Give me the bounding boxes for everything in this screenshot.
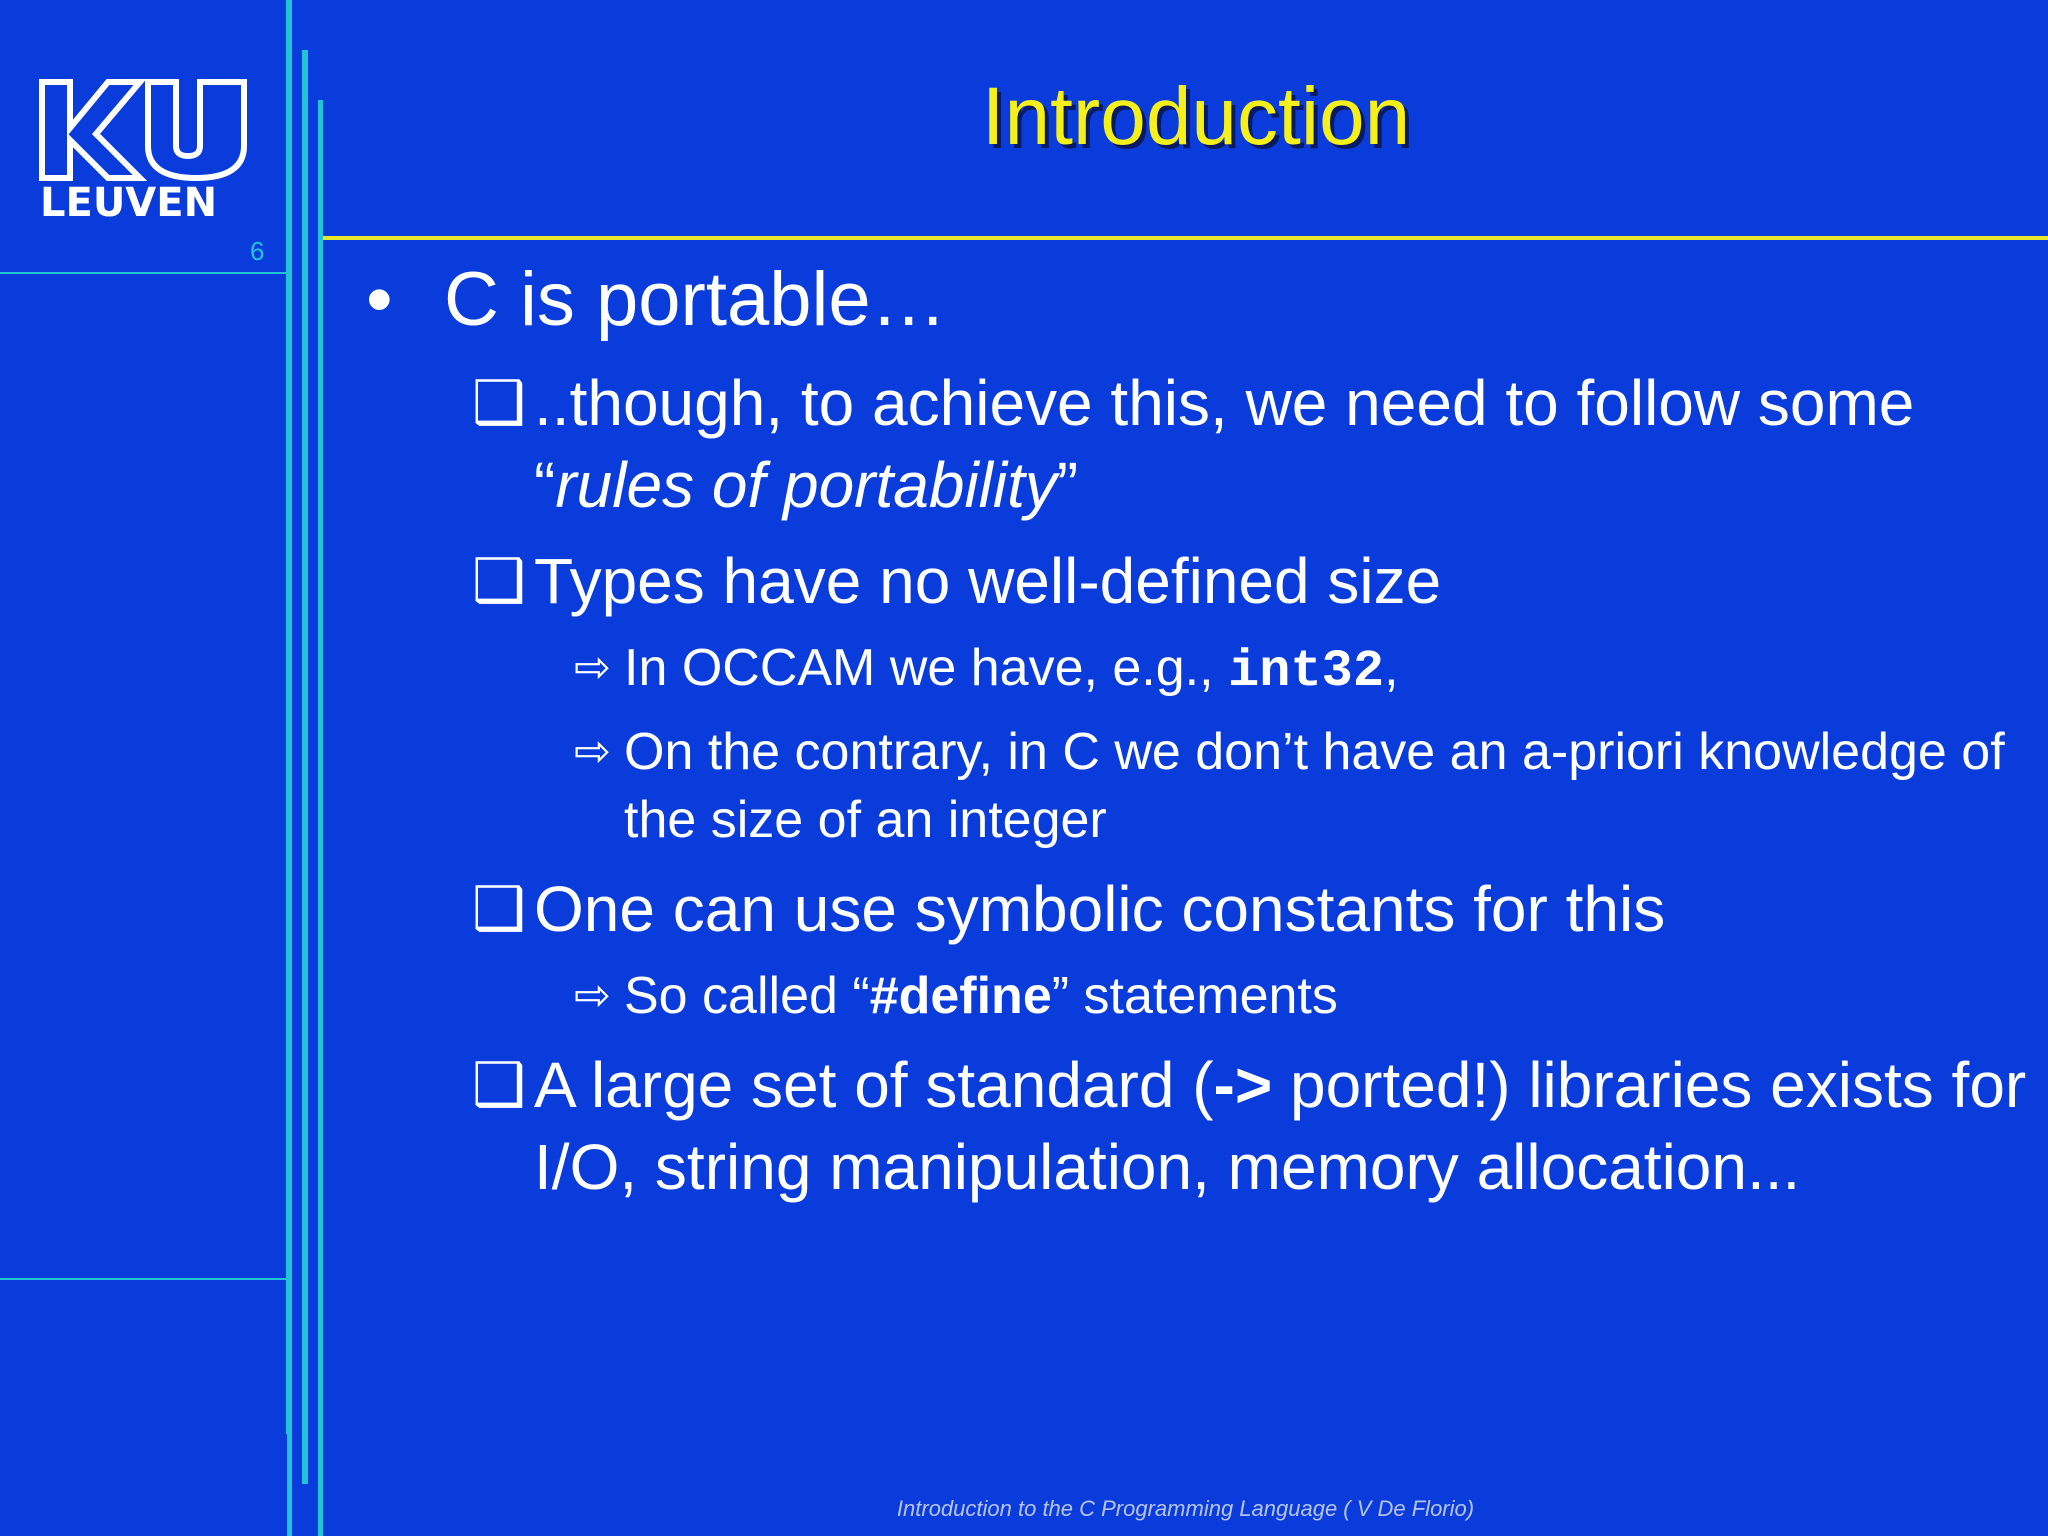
item-bold: ->	[1213, 1049, 1273, 1121]
item-text: ..though, to achieve this, we need to follow some	[534, 367, 1915, 439]
sub-item-suffix: ,	[1384, 639, 1399, 697]
slide-title: Introduction	[981, 71, 1411, 162]
item-suffix: ported!) libraries exists for I/O, string manipulation, memory allocation...	[534, 1049, 2027, 1203]
slide-footer: Introduction to the C Programming Language ( V De Florio)	[896, 1496, 1475, 1521]
checkbox-bullet-icon: ❑	[472, 1051, 526, 1118]
checkbox-bullet-icon: ❑	[472, 875, 526, 942]
title-rule	[323, 236, 2048, 240]
arrow-bullet-icon: ⇨	[574, 643, 611, 692]
item-text: One can use symbolic constants for this	[534, 873, 1666, 945]
item-text: A large set of standard (	[534, 1049, 1214, 1121]
bullet-level1	[360, 252, 2040, 348]
sidebar-panel	[0, 272, 287, 1280]
list-item	[360, 868, 2040, 950]
ku-leuven-logo	[36, 76, 250, 222]
quote-close: ”	[1056, 449, 1079, 521]
sub-list-item	[360, 718, 2040, 854]
item-text: Types have no well-defined size	[534, 545, 1442, 617]
arrow-bullet-icon: ⇨	[574, 971, 611, 1020]
sub-list-item	[360, 962, 2040, 1030]
bullet-text: C is portable…	[444, 257, 947, 342]
accent-line-2	[302, 50, 308, 1484]
sub-item-text: On the contrary, in C we don’t have an a-priori knowledge of the size of an integer	[624, 723, 2005, 849]
sub-list-item	[360, 634, 2040, 706]
sub-item-suffix: ” statements	[1051, 967, 1338, 1025]
page-number: 6	[250, 236, 265, 266]
accent-line-3	[318, 100, 323, 1536]
sub-item-text: So called “	[624, 967, 870, 1025]
item-emphasis: rules of portability	[555, 449, 1057, 521]
list-item	[360, 540, 2040, 622]
logo-text: LEUVEN	[40, 180, 218, 222]
sub-item-bold: #define	[869, 967, 1052, 1025]
arrow-bullet-icon: ⇨	[574, 727, 611, 776]
code-token: int32	[1228, 642, 1385, 701]
sub-item-text: In OCCAM we have, e.g.,	[624, 639, 1229, 697]
accent-line-1	[286, 0, 292, 1434]
list-item	[360, 362, 2040, 526]
checkbox-bullet-icon: ❑	[472, 369, 526, 436]
slide-content	[360, 252, 2040, 1208]
checkbox-bullet-icon: ❑	[472, 547, 526, 614]
quote-open: “	[534, 449, 556, 521]
list-item	[360, 1044, 2040, 1208]
bullet-dot-icon: •	[366, 257, 393, 342]
